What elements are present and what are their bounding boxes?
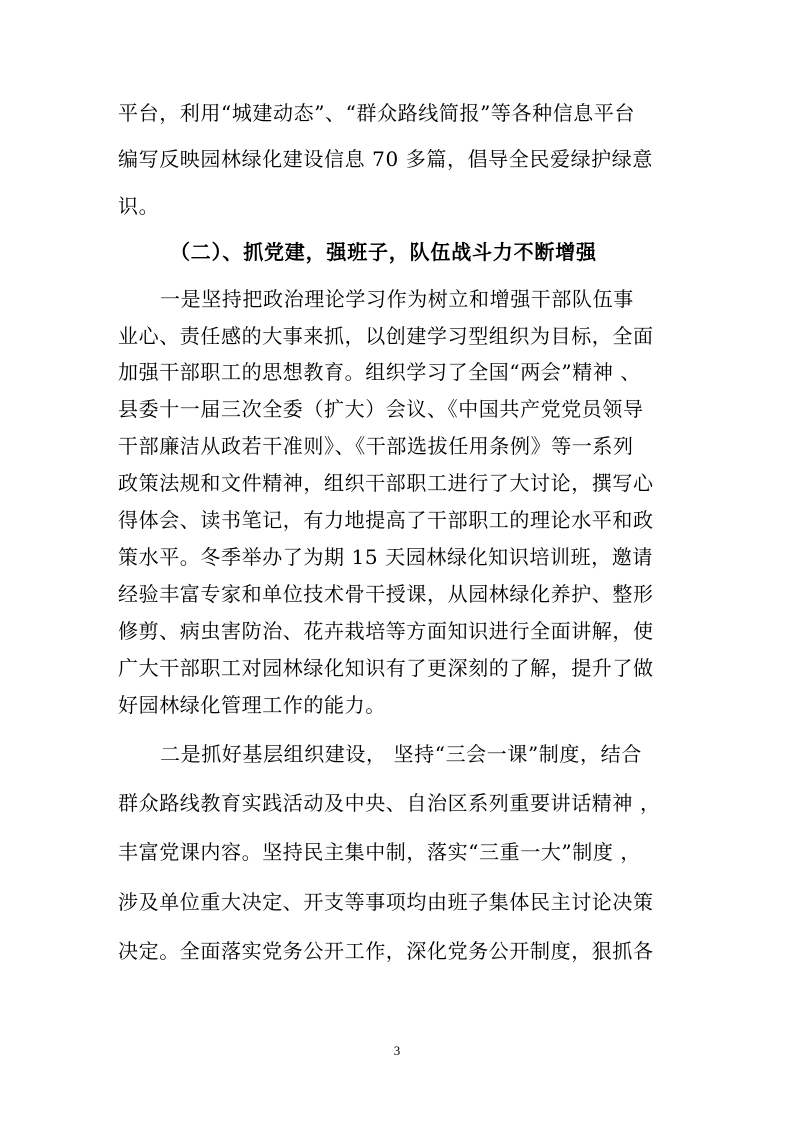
- paragraph-first-line: 二是抓好基层组织建设， 坚持“三会一课”制度，结合: [160, 742, 642, 766]
- body-text-line: 决定。全面落实党务公开工作，深化党务公开制度，狠抓各: [118, 939, 654, 963]
- body-text-line: 加强干部职工的思想教育。组织学习了全国“两会”精神 、: [118, 360, 642, 384]
- body-text-line: 好园林绿化管理工作的能力。: [118, 693, 386, 717]
- body-text-line: 编写反映园林绿化建设信息 70 多篇，倡导全民爱绿护绿意: [118, 147, 653, 171]
- body-text-line: 干部廉洁从政若干准则》、《干部选拔任用条例》等一系列: [118, 434, 634, 458]
- body-text-line: 群众路线教育实践活动及中央、自治区系列重要讲话精神 ，: [118, 791, 661, 815]
- body-text-line: 业心、责任感的大事来抓，以创建学习型组织为目标，全面: [118, 324, 654, 348]
- body-text-line: 广大干部职工对园林绿化知识有了更深刻的了解，提升了做: [118, 656, 654, 680]
- body-text-line: 丰富党课内容。坚持民主集中制，落实“三重一大”制度 ，: [118, 840, 642, 864]
- body-text-line: 修剪、病虫害防治、花卉栽培等方面知识进行全面讲解，使: [118, 619, 654, 643]
- body-text-line: 得体会、读书笔记，有力地提高了干部职工的理论水平和政: [118, 508, 654, 532]
- body-text-line: 涉及单位重大决定、开支等事项均由班子集体民主讨论决策: [118, 890, 654, 914]
- page-number: 3: [393, 1043, 401, 1058]
- body-text-line: 策水平。冬季举办了为期 15 天园林绿化知识培训班，邀请: [118, 545, 653, 569]
- section-heading: （二）、抓党建，强班子，队伍战斗力不断增强: [170, 240, 597, 264]
- body-text-line: 识。: [118, 194, 160, 218]
- body-text-line: 经验丰富专家和单位技术骨干授课，从园林绿化养护、整形: [118, 582, 654, 606]
- paragraph-first-line: 一是坚持把政治理论学习作为树立和增强干部队伍事: [160, 287, 634, 311]
- body-text-line: 平台，利用“城建动态”、“群众路线简报”等各种信息平台: [118, 101, 636, 125]
- body-text-line: 县委十一届三次全委（扩大）会议、《中国共产党党员领导: [118, 397, 644, 421]
- body-text-line: 政策法规和文件精神，组织干部职工进行了大讨论，撰写心: [118, 471, 654, 495]
